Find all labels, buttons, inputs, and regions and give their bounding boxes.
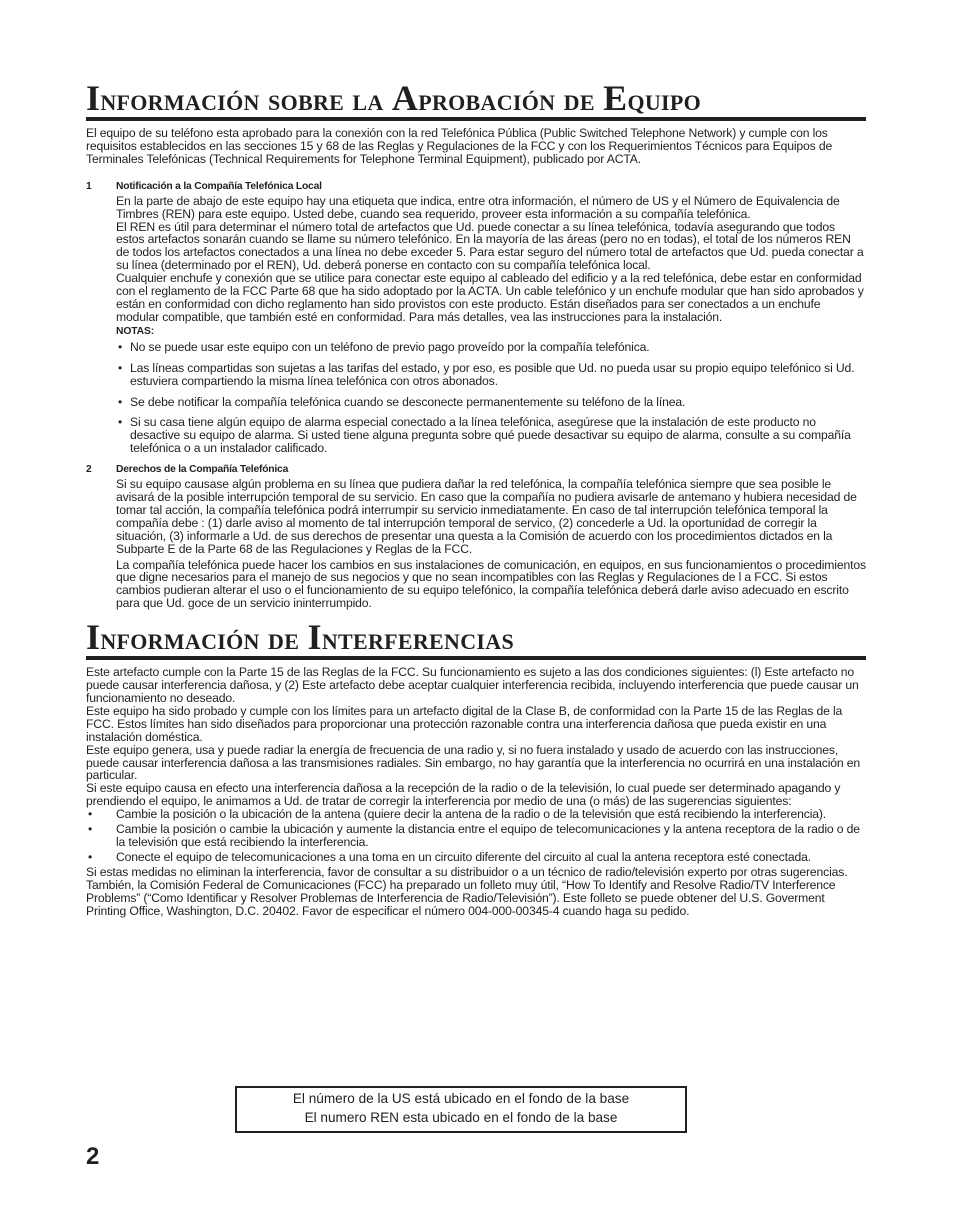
title-part: quipo: [627, 81, 702, 117]
item-2-heading: [86, 463, 866, 476]
page-number: 2: [86, 1143, 100, 1170]
title-cap: E: [603, 78, 628, 118]
paragraph: Este artefacto cumple con la Parte 15 de las Reglas de la FCC. Su funcionamiento es sujeto a las dos condiciones siguientes: (l) Este artefacto no puede causar interferencia dañosa, y (2) Este artefacto debe aceptar cualquier interferencia recibida, incluyendo interferencia que puede causar un funcionamiento no deseado.: [86, 665, 859, 705]
title-cap: I: [86, 617, 101, 658]
paragraph: Si este equipo causa en efecto una interferencia dañosa a la recepción de la radio o de la televisión, lo cual puede ser determinado apagando y prendiendo el equipo, le animamos a Ud. de tratar de corregir la interferencia por medio de una (o más) de las sugerencias siguientes:: [86, 781, 841, 809]
title-part: nterferencias: [321, 620, 514, 657]
title-cap: A: [391, 78, 419, 118]
intro-paragraph: El equipo de su teléfono esta aprobado para la conexión con la red Telefónica Pública (Public Switched Telephone Network) y cumple con los requisitos establecidos en las secciones 15 y 68 de las Reglas y Regulaciones de la FCC y con los Requerimientos Técnicos para Equipos de Terminales Telefónicas (Technical Requirements for Telephone Terminal Equipment), publicado por ACTA.: [86, 126, 833, 166]
paragraph: En la parte de abajo de este equipo hay una etiqueta que indica, entre otra información, el número de US y el Número de Equivalencia de Timbres (REN) para este equipo. Usted debe, cuando sea requerido, proveer esta información a su compañía telefónica.: [116, 193, 840, 221]
paragraph: Cualquier enchufe y conexión que se utilice para conectar este equipo al cableado del edificio y a la red telefónica, debe estar en conformidad con el reglamento de la FCC Parte 68 que ha sido adoptado por la ACTA. Un cable telefónico y un enchufe modular que han sido aprobados y están en conformidad con dicho reglamento han sido provistos con este producto. Están diseñados para ser conectados a un enchufe modular compatible, que también esté en conformidad. Para más detalles, vea las instrucciones para la instalación.: [116, 271, 864, 324]
item-1-heading: [86, 180, 866, 193]
item-number: 2: [86, 464, 92, 476]
paragraph: La compañía telefónica puede hacer los cambios en sus instalaciones de comunicación, en equipos, en sus funcionamientos o procedimientos que digne necesarios para el manejo de sus negocios y que no sean incompatibles con las Reglas y Regulaciones de l a FCC. Si estos cambios pudieran alterar el uso o el funcionamiento de su equipo telefónico, la compañía telefónica deberá darle aviso adecuado en escrito para que Ud. goce de un servicio ininterrumpido.: [116, 557, 866, 611]
list-item: • Cambie la posición o cambie la ubicación y aumente la distancia entre el equipo de telecomunicaciones y la antena receptora de la radio o de la televisión que está recibiendo la interferencia.: [86, 823, 866, 849]
document-page: [86, 78, 866, 918]
paragraph: Este equipo genera, usa y puede radiar la energía de frecuencia de una radio y, si no fuera instalado y usado de acuerdo con las instrucciones, puede causar interferencia dañosa a las transmisiones radiales. Sin embargo, no hay garantía que la interferencia no ocurrirá en una instalación en particular.: [86, 742, 861, 783]
list-item: • No se puede usar este equipo con un teléfono de previo pago proveído por la compañía telefónica.: [116, 341, 866, 354]
label-info-box: [235, 1086, 687, 1133]
title-cap: I: [86, 78, 101, 118]
item-title: Notificación a la Compañía Telefónica Local: [116, 180, 322, 192]
list-item: • Cambie la posición o la ubicación de la antena (quiere decir la antena de la radio o de la televisión que está recibiendo la interferencia).: [86, 808, 866, 821]
list-item: • Si su casa tiene algún equipo de alarma especial conectado a la línea telefónica, asegúrese que la instalación de este producto no desactive su equipo de alarma. Si usted tiene alguna pregunta sobre qué puede desactivar su equipo de alarma, consulte a su compañía telefónica o a un instalador calificado.: [116, 416, 866, 455]
suggestions-list: [86, 808, 866, 864]
title-part: nformación sobre la: [100, 81, 392, 117]
paragraph: El REN es útil para determinar el número total de artefactos que Ud. puede conectar a su línea telefónica, todavía asegurando que todos estos artefactos sonarán cuando se llame su número telefónico. En la mayoría de las áreas (pero no en todas), el total de los números REN de todos los artefactos conectados a una línea no debe exceder 5. Para estar seguro del número total de artefactos que Ud. pueda conectar a su línea (determinado por el REN), Ud. deberá ponerse en contacto con su compañía telefónica local.: [116, 219, 864, 273]
title-part: probación de: [418, 81, 604, 117]
title-cap: I: [307, 617, 322, 658]
section-title-interferencias: [86, 617, 866, 660]
notas-list: [116, 341, 866, 455]
list-item: • Se debe notificar la compañía telefónica cuando se desconecte permanentemente su teléfono de la línea.: [116, 396, 866, 409]
item-number: 1: [86, 180, 92, 192]
box-line: El número de la US está ubicado en el fondo de la base: [292, 1091, 630, 1106]
box-line: El numero REN esta ubicado en el fondo de la base: [304, 1110, 618, 1125]
paragraph: Si su equipo causase algún problema en su línea que pudiera dañar la red telefónica, la compañía telefónica siempre que sea posible le avisará de la posible interrupción temporal de su servicio. En caso que la compañía no pudiera avisarle de antemano y hubiera necesidad de tomar tal acción, la compañía telefónica podrá interrumpir su servicio inmediatamente. En caso de tal interrupción telefónica temporal la compañía debe : (1) darle aviso al momento de tal interrupción temporal de servico, (2) concederle a Ud. la oportunidad de corregir la situación, (3) informarle a Ud. de sus derechos de presentar una questa a la Comisión de acuerdo con los procedimientos dictados en la Subparte E de la Parte 68 de las Regulaciones y Reglas de la FCC.: [116, 477, 857, 556]
notas-label: NOTAS:: [116, 325, 155, 337]
title-part: nformación de: [100, 620, 308, 657]
paragraph: Este equipo ha sido probado y cumple con los límites para un artefacto digital de la Clase B, de conformidad con la Parte 15 de las Reglas de la FCC. Estos límites han sido diseñados para proporcionar una protección razonable contra una interferencia dañosa que pueda existir en una instalación doméstica.: [86, 703, 843, 744]
list-item: • Las líneas compartidas son sujetas a las tarifas del estado, y por eso, es posible que Ud. no pueda usar su propio equipo telefónico si Ud. estuviera compartiendo la misma línea telefónica con otros abonados.: [116, 362, 866, 388]
item-title: Derechos de la Compañía Telefónica: [116, 464, 289, 476]
section-title-aprobacion: [86, 78, 866, 121]
closing-paragraph: Si estas medidas no eliminan la interferencia, favor de consultar a su distribuidor o a un técnico de radio/televisión experto por otras sugerencias. También, la Comisión Federal de Comunicaciones (FCC) ha preparado un folleto muy útil, “How To Identify and Resolve Radio/TV Interference Problems” (“Como Identificar y Resolver Problemas de Interferencia de Radio/Televisión”). Este folleto se puede obtener del U.S. Goverment Printing Office, Washington, D.C. 20402. Favor de especificar el número 004-000-00345-4 cuando haga su pedido.: [86, 864, 848, 918]
list-item: • Conecte el equipo de telecomunicaciones a una toma en un circuito diferente del circuito al cual la antena receptora esté conectada.: [86, 851, 866, 864]
